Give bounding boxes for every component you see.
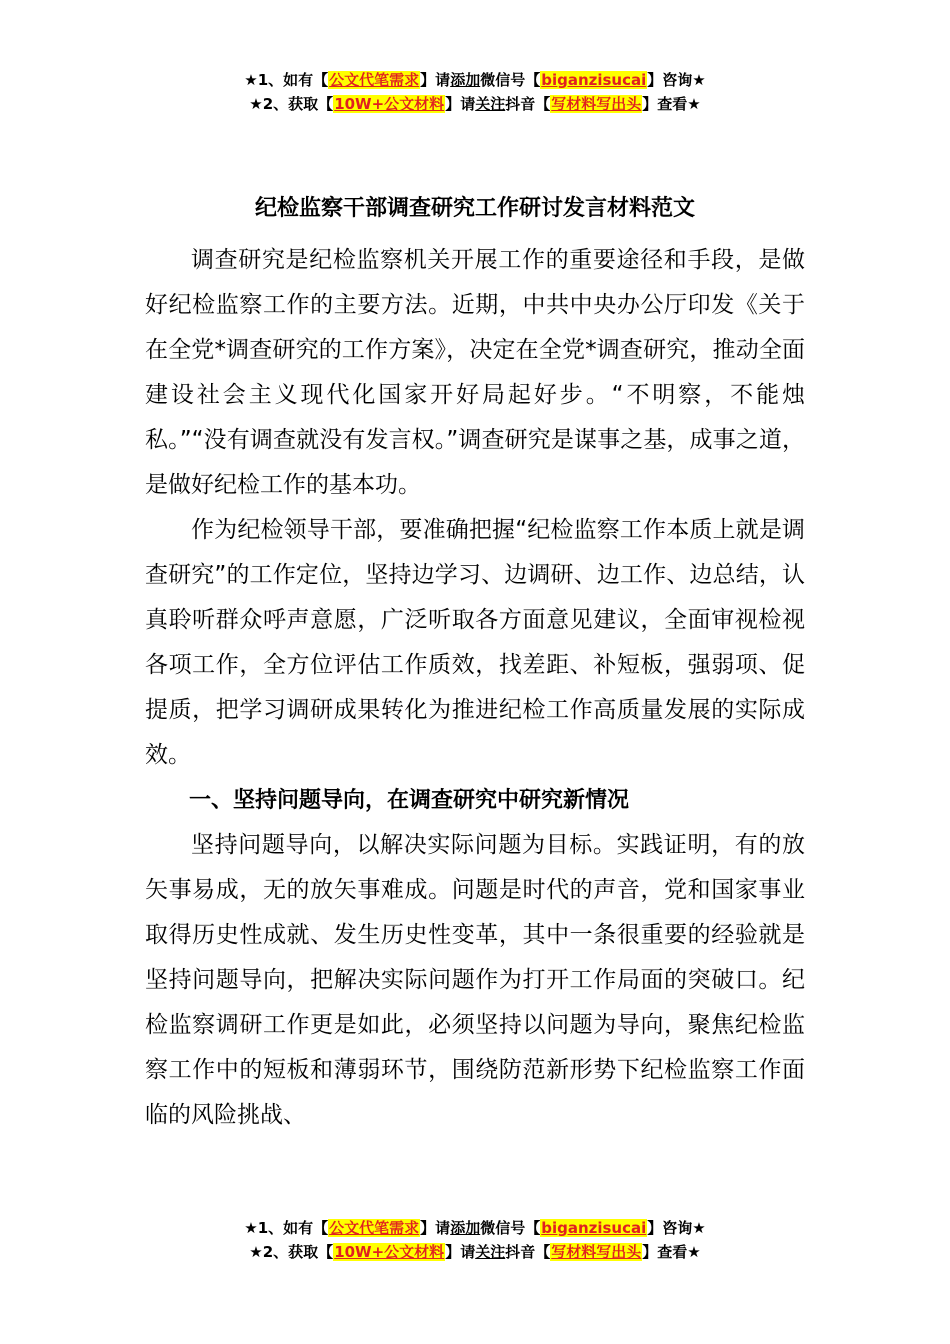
promo-highlight: 写材料写出头	[551, 1243, 642, 1261]
promo-underline: 添加	[450, 71, 481, 89]
promo-line-1	[0, 1216, 950, 1240]
promo-text: 】请	[445, 95, 476, 113]
promo-underline: 关注	[475, 95, 506, 113]
promo-highlight: biganzisucai	[541, 1219, 647, 1237]
section-heading-1: 一、坚持问题导向，在调查研究中研究新情况	[189, 788, 630, 813]
paragraph-2: 作为纪检领导干部，要准确把握“纪检监察工作本质上就是调查研究”的工作定位，坚持边学习、边调研、边工作、边总结，认真聆听群众呼声意愿，广泛听取各方面意见建议，全面审视检视各项工作，全方位评估工作质效，找差距、补短板，强弱项、促提质，把学习调研成果转化为推进纪检工作高质量发展的实际成效。	[145, 517, 805, 768]
promo-highlight: 10W+公文材料	[334, 95, 445, 113]
promo-highlight: 公文代笔需求	[329, 1219, 420, 1237]
promo-text: 】请	[420, 71, 451, 89]
paragraph-3: 坚持问题导向，以解决实际问题为目标。实践证明，有的放矢事易成，无的放矢事难成。问题是时代的声音，党和国家事业取得历史性成就、发生历史性变革，其中一条很重要的经验就是坚持问题导向，把解决实际问题作为打开工作局面的突破口。纪检监察调研工作更是如此，必须坚持以问题为导向，聚焦纪检监察工作中的短板和薄弱环节，围绕防范新形势下纪检监察工作面临的风险挑战、	[145, 832, 805, 1128]
promo-underline: 添加	[450, 1219, 481, 1237]
footer-promo	[0, 1216, 950, 1264]
promo-line-2	[0, 92, 950, 116]
promo-text: 微信号【	[480, 1219, 541, 1237]
promo-text: ★2、获取【	[249, 1243, 334, 1261]
document-title: 纪检监察干部调查研究工作研讨发言材料范文	[254, 196, 695, 221]
promo-text: 】查看★	[642, 1243, 701, 1261]
promo-text: ★2、获取【	[249, 95, 334, 113]
promo-text: ★1、如有【	[244, 1219, 329, 1237]
promo-underline: 关注	[475, 1243, 506, 1261]
promo-line-2	[0, 1240, 950, 1264]
promo-text: 】查看★	[642, 95, 701, 113]
paragraph-1: 调查研究是纪检监察机关开展工作的重要途径和手段，是做好纪检监察工作的主要方法。近期，中共中央办公厅印发《关于在全党*调查研究的工作方案》，决定在全党*调查研究，推动全面建设社会主义现代化国家开好局起好步。“不明察，不能烛私。”“没有调查就没有发言权。”调查研究是谋事之基，成事之道，是做好纪检工作的基本功。	[145, 247, 805, 498]
promo-highlight: 10W+公文材料	[334, 1243, 445, 1261]
promo-text: 】咨询★	[647, 71, 706, 89]
promo-text: ★1、如有【	[244, 71, 329, 89]
promo-text: 抖音【	[505, 1243, 551, 1261]
promo-text: 】咨询★	[647, 1219, 706, 1237]
promo-text: 微信号【	[480, 71, 541, 89]
promo-highlight: 公文代笔需求	[329, 71, 420, 89]
document-body	[145, 238, 805, 1138]
promo-text: 】请	[420, 1219, 451, 1237]
promo-highlight: 写材料写出头	[551, 95, 642, 113]
promo-text: 】请	[445, 1243, 476, 1261]
header-promo	[0, 68, 950, 116]
promo-text: 抖音【	[505, 95, 551, 113]
promo-line-1	[0, 68, 950, 92]
promo-highlight: biganzisucai	[541, 71, 647, 89]
